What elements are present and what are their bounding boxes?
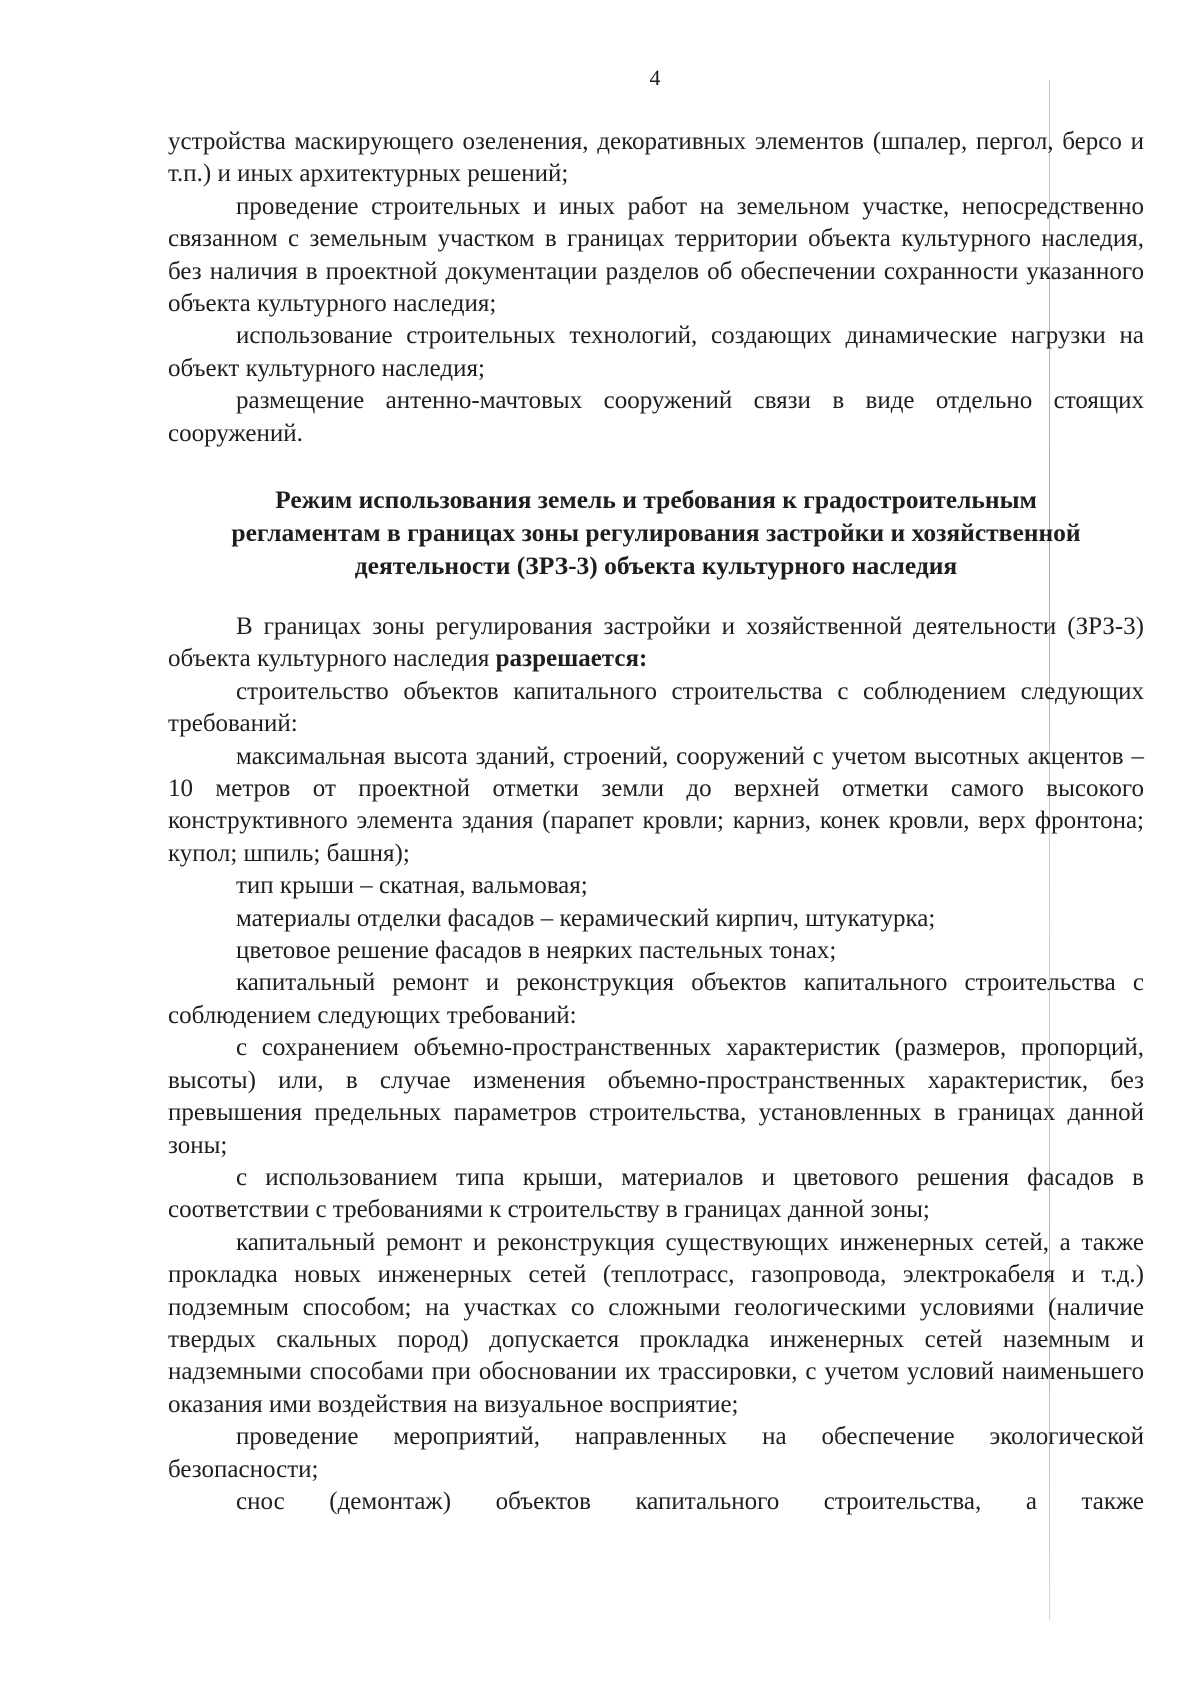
paragraph: материалы отделки фасадов – керамический кирпич, штукатурка; [236,904,936,932]
intro-paragraph [168,611,1144,676]
paragraph: проведение строительных и иных работ на земельном участке, непосредственно связанном с земельным участком в границах территории объекта культурного наследия, без наличия в проектной документации разделов об обеспечении сохранности указанного объекта культурного наследия; [168,192,1144,318]
paragraph: максимальная высота зданий, строений, сооружений с учетом высотных акцентов – 10 метров от проектной отметки земли до верхней отметки самого высокого конструктивного элемента здания (парапет кровли; карниз, конек кровли, верх фронтона; купол; шпиль; башня); [168,742,1144,867]
paragraph-continuation: устройства маскирующего озеленения, декоративных элементов (шпалер, пергол, берсо и т.п.) и иных архитектурных решений; [168,128,1144,188]
section-heading-line: деятельности (ЗРЗ-3) объекта культурного наследия [354,551,958,580]
intro-emphasis: разрешается: [495,645,648,673]
top-text-block [168,126,1144,450]
section-heading [168,483,1144,582]
intro-text: В границах зоны регулирования застройки и хозяйственной деятельности (ЗРЗ-3) объекта культурного наследия [168,613,1144,673]
section-heading-line: Режим использования земель и требования к градостроительным [275,485,1037,514]
paragraph: с использованием типа крыши, материалов и цветового решения фасадов в соответствии с требованиями к строительству в границах данной зоны; [168,1163,1144,1224]
paragraph: строительство объектов капитального строительства с соблюдением следующих требований: [168,677,1144,738]
page-number: 4 [649,65,661,90]
paragraph: тип крыши – скатная, вальмовая; [236,872,588,900]
paragraph: проведение мероприятий, направленных на обеспечение экологической безопасности; [168,1423,1144,1483]
paragraph: цветовое решение фасадов в неярких пастельных тонах; [236,937,837,965]
paragraph: с сохранением объемно-пространственных характеристик (размеров, пропорций, высоты) или, в случае изменения объемно-пространственных характеристик, без превышения предельных параметров строительства, установленных в границах данной зоны; [168,1034,1144,1159]
paragraph: капитальный ремонт и реконструкция объектов капитального строительства с соблюдением следующих требований: [168,969,1144,1029]
paragraph-truncated: снос (демонтаж) объектов капитального строительства, а также [236,1487,1144,1515]
paragraph: размещение антенно-мачтовых сооружений связи в виде отдельно стоящих сооружений. [168,387,1144,447]
paragraph: использование строительных технологий, создающих динамические нагрузки на объект культурного наследия; [168,322,1144,382]
main-text-block [168,611,1144,1518]
paragraph: капитальный ремонт и реконструкция существующих инженерных сетей, а также прокладка новых инженерных сетей (теплотрасс, газопровода, электрокабеля и т.д.) подземным способом; на участках со сложными геологическими условиями (наличие твердых скальных пород) допускается прокладка инженерных сетей наземным и надземными способами при обосновании их трассировки, с учетом условий наименьшего оказания ими воздействия на визуальное восприятие; [168,1228,1144,1418]
section-heading-line: регламентам в границах зоны регулирования застройки и хозяйственной [231,518,1081,547]
